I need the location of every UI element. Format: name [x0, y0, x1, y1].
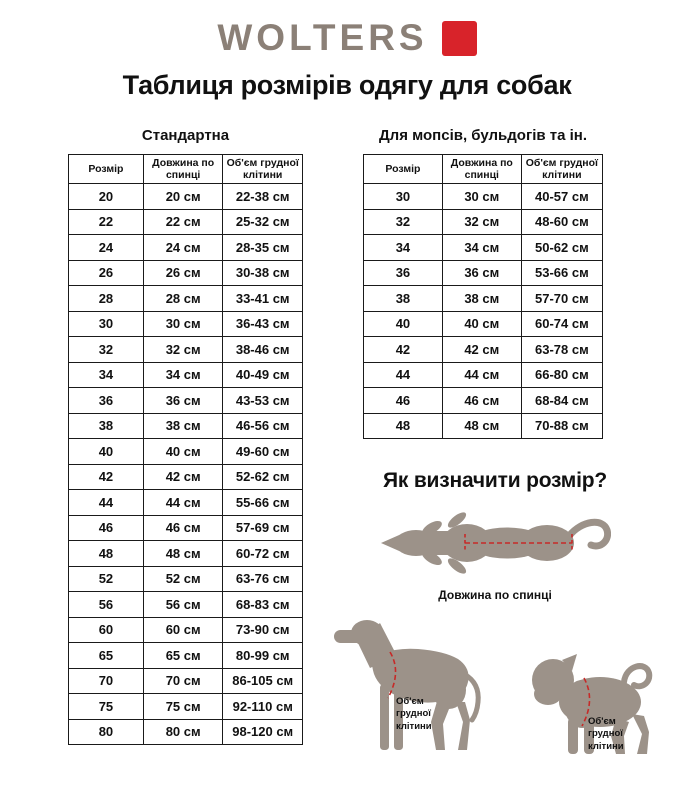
table-cell: 22	[69, 209, 144, 235]
table-cell: 60-72 см	[223, 541, 303, 567]
table-cell: 30 см	[442, 184, 521, 210]
table-cell: 80-99 см	[223, 643, 303, 669]
table-cell: 57-70 см	[521, 286, 602, 312]
table-cell: 34	[364, 235, 443, 261]
standard-size-table	[68, 154, 303, 745]
table-row	[364, 337, 603, 363]
table-cell: 38	[364, 286, 443, 312]
table-cell: 34 см	[442, 235, 521, 261]
table-cell: 22 см	[143, 209, 223, 235]
table-row	[364, 184, 603, 210]
column-header-size: Розмір	[69, 155, 144, 184]
column-header-chest: Об'єм грудної клітини	[521, 155, 602, 184]
table-row	[364, 362, 603, 388]
table-cell: 48 см	[143, 541, 223, 567]
logo-mark-square	[442, 21, 477, 56]
table-cell: 40 см	[143, 439, 223, 465]
column-header-back-length: Довжина по спинці	[442, 155, 521, 184]
table-cell: 25-32 см	[223, 209, 303, 235]
pug-size-table	[363, 154, 603, 439]
logo-text: WOLTERS	[217, 17, 428, 58]
table-cell: 43-53 см	[223, 388, 303, 414]
page-title: Таблиця розмірів одягу для собак	[122, 70, 572, 100]
back-length-label: Довжина по спинці	[438, 588, 552, 603]
table-cell: 40-57 см	[521, 184, 602, 210]
table-row	[69, 388, 303, 414]
table-cell: 70	[69, 668, 144, 694]
table-cell: 22-38 см	[223, 184, 303, 210]
table-row	[69, 541, 303, 567]
table-row	[69, 337, 303, 363]
table-cell: 44	[69, 490, 144, 516]
table-row	[69, 413, 303, 439]
side-view-dogs	[330, 610, 660, 761]
table-cell: 53-66 см	[521, 260, 602, 286]
table-row	[364, 286, 603, 312]
dog-top-view-icon	[379, 505, 611, 581]
table-row	[364, 209, 603, 235]
table-row	[69, 464, 303, 490]
table-cell: 48	[69, 541, 144, 567]
table-cell: 52 см	[143, 566, 223, 592]
size-guide-section	[330, 469, 660, 761]
table-cell: 26 см	[143, 260, 223, 286]
table-cell: 66-80 см	[521, 362, 602, 388]
table-cell: 36 см	[143, 388, 223, 414]
table-row	[69, 235, 303, 261]
table-cell: 44 см	[442, 362, 521, 388]
table-cell: 63-76 см	[223, 566, 303, 592]
table-cell: 92-110 см	[223, 694, 303, 720]
table-cell: 20	[69, 184, 144, 210]
table-cell: 80	[69, 719, 144, 745]
table-cell: 42 см	[442, 337, 521, 363]
table-cell: 38	[69, 413, 144, 439]
table-row	[69, 311, 303, 337]
table-cell: 80 см	[143, 719, 223, 745]
table-row	[69, 643, 303, 669]
table-cell: 65 см	[143, 643, 223, 669]
table-row	[69, 592, 303, 618]
table-row	[364, 413, 603, 439]
table-row	[69, 286, 303, 312]
table-cell: 36	[364, 260, 443, 286]
pug-table-caption: Для мопсів, бульдогів та ін.	[378, 127, 588, 144]
table-cell: 28-35 см	[223, 235, 303, 261]
table-cell: 68-84 см	[521, 388, 602, 414]
table-cell: 46	[364, 388, 443, 414]
table-cell: 28 см	[143, 286, 223, 312]
table-row	[69, 694, 303, 720]
dog-top-view-illustration	[330, 505, 660, 602]
table-cell: 48 см	[442, 413, 521, 439]
table-cell: 52	[69, 566, 144, 592]
chest-label: Об'єм грудної клітини	[588, 716, 624, 752]
table-cell: 46-56 см	[223, 413, 303, 439]
table-cell: 75 см	[143, 694, 223, 720]
table-cell: 40	[69, 439, 144, 465]
table-cell: 75	[69, 694, 144, 720]
dog-side-view-illustration	[330, 610, 488, 761]
table-cell: 98-120 см	[223, 719, 303, 745]
table-row	[364, 388, 603, 414]
table-cell: 36-43 см	[223, 311, 303, 337]
table-cell: 70 см	[143, 668, 223, 694]
table-cell: 50-62 см	[521, 235, 602, 261]
table-cell: 46 см	[143, 515, 223, 541]
standard-table-caption: Стандартна	[141, 127, 230, 144]
table-row	[69, 719, 303, 745]
table-cell: 38 см	[143, 413, 223, 439]
table-row	[364, 260, 603, 286]
table-cell: 42	[364, 337, 443, 363]
table-row	[69, 209, 303, 235]
table-cell: 32 см	[143, 337, 223, 363]
table-cell: 86-105 см	[223, 668, 303, 694]
table-row	[69, 668, 303, 694]
bulldog-illustration	[526, 644, 661, 761]
table-cell: 36 см	[442, 260, 521, 286]
table-cell: 26	[69, 260, 144, 286]
table-cell: 48-60 см	[521, 209, 602, 235]
table-cell: 40	[364, 311, 443, 337]
table-cell: 68-83 см	[223, 592, 303, 618]
table-cell: 24	[69, 235, 144, 261]
table-cell: 48	[364, 413, 443, 439]
table-cell: 28	[69, 286, 144, 312]
table-cell: 60 см	[143, 617, 223, 643]
table-row	[69, 490, 303, 516]
table-cell: 32	[364, 209, 443, 235]
table-cell: 52-62 см	[223, 464, 303, 490]
table-cell: 20 см	[143, 184, 223, 210]
content	[0, 127, 694, 761]
table-cell: 65	[69, 643, 144, 669]
brand-logo	[0, 18, 694, 58]
table-cell: 60-74 см	[521, 311, 602, 337]
standard-size-section	[68, 127, 303, 761]
table-cell: 34 см	[143, 362, 223, 388]
table-cell: 30 см	[143, 311, 223, 337]
table-cell: 30-38 см	[223, 260, 303, 286]
header-row	[364, 155, 603, 184]
table-row	[364, 235, 603, 261]
table-row	[364, 311, 603, 337]
column-header-chest: Об'єм грудної клітини	[223, 155, 303, 184]
table-cell: 46	[69, 515, 144, 541]
table-cell: 32	[69, 337, 144, 363]
table-row	[69, 362, 303, 388]
table-cell: 40-49 см	[223, 362, 303, 388]
table-cell: 70-88 см	[521, 413, 602, 439]
table-cell: 63-78 см	[521, 337, 602, 363]
table-cell: 42 см	[143, 464, 223, 490]
table-row	[69, 184, 303, 210]
table-cell: 56 см	[143, 592, 223, 618]
size-guide-title: Як визначити розмір?	[383, 469, 607, 493]
table-cell: 38 см	[442, 286, 521, 312]
column-header-size: Розмір	[364, 155, 443, 184]
table-cell: 44	[364, 362, 443, 388]
header-row	[69, 155, 303, 184]
table-cell: 60	[69, 617, 144, 643]
table-cell: 49-60 см	[223, 439, 303, 465]
column-header-back-length: Довжина по спинці	[143, 155, 223, 184]
chest-label: Об'єм грудної клітини	[396, 696, 432, 732]
pug-size-section	[363, 127, 624, 761]
table-cell: 33-41 см	[223, 286, 303, 312]
table-cell: 34	[69, 362, 144, 388]
table-cell: 32 см	[442, 209, 521, 235]
table-cell: 46 см	[442, 388, 521, 414]
table-cell: 55-66 см	[223, 490, 303, 516]
table-cell: 38-46 см	[223, 337, 303, 363]
table-cell: 24 см	[143, 235, 223, 261]
table-cell: 40 см	[442, 311, 521, 337]
table-cell: 42	[69, 464, 144, 490]
table-row	[69, 515, 303, 541]
table-cell: 73-90 см	[223, 617, 303, 643]
table-row	[69, 566, 303, 592]
table-cell: 36	[69, 388, 144, 414]
table-row	[69, 617, 303, 643]
table-cell: 30	[364, 184, 443, 210]
table-cell: 56	[69, 592, 144, 618]
table-cell: 57-69 см	[223, 515, 303, 541]
table-row	[69, 439, 303, 465]
table-cell: 30	[69, 311, 144, 337]
table-row	[69, 260, 303, 286]
table-cell: 44 см	[143, 490, 223, 516]
